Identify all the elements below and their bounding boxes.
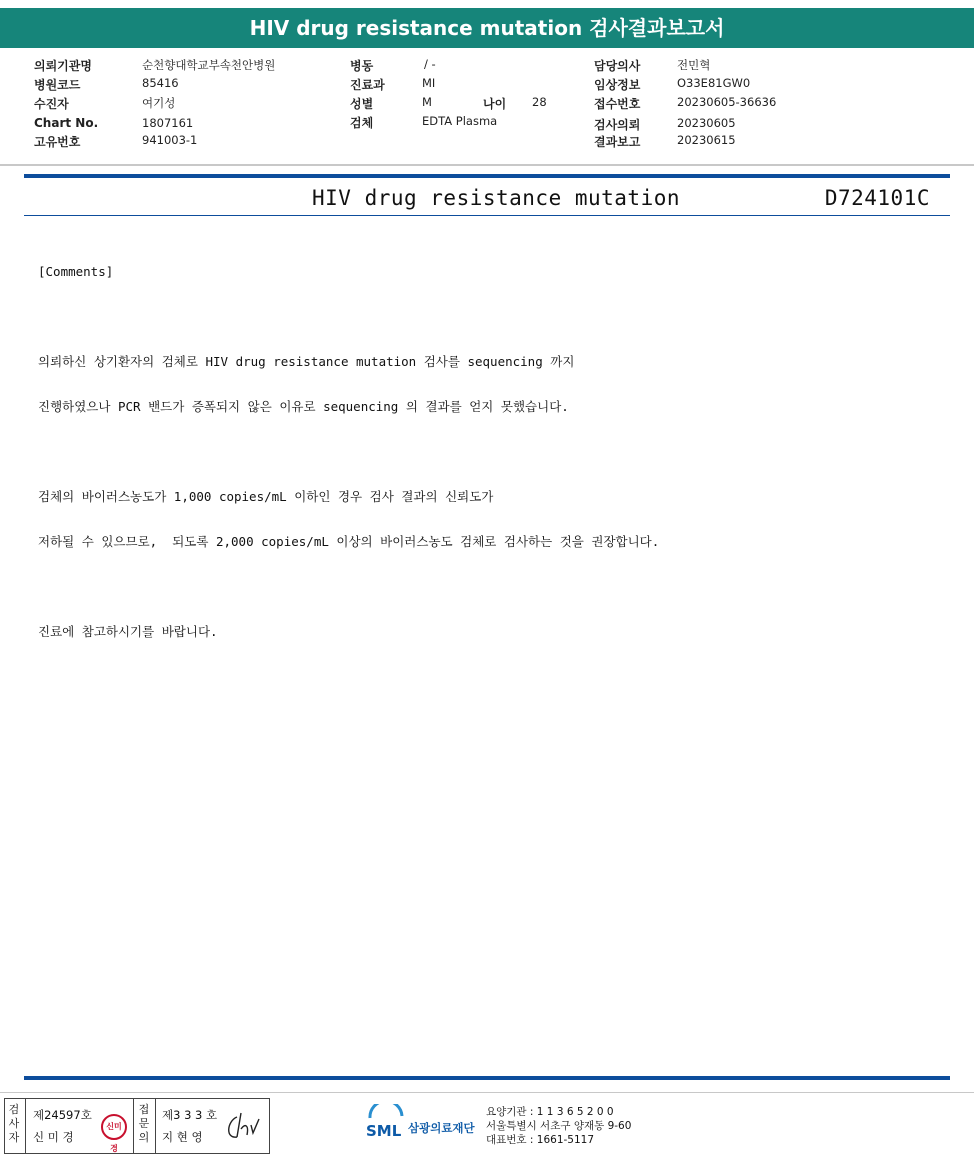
sml-logo (364, 1104, 484, 1146)
info-label-chart-no: Chart No. (34, 116, 99, 130)
info-label-report-date: 결과보고 (594, 135, 641, 149)
comment-line: 진료에 참고하시기를 바랍니다. (38, 624, 218, 639)
comments-section (38, 234, 938, 654)
info-value-specimen: EDTA Plasma (422, 114, 498, 128)
info-label-receipt-no: 접수번호 (594, 97, 641, 111)
examiner-seal-icon: 신미경 (101, 1114, 127, 1140)
title-underline (24, 215, 950, 216)
info-value-ward: / - (424, 57, 436, 71)
info-label-unique-no: 고유번호 (34, 135, 81, 149)
info-label-clinical-info: 임상정보 (594, 78, 641, 92)
institution-code: 요양기관 : 1 1 3 6 5 2 0 0 (486, 1106, 614, 1118)
examiner-name: 신 미 경 (33, 1130, 74, 1144)
sml-logo-name: 삼광의료재단 (408, 1121, 475, 1135)
header-divider (0, 164, 974, 166)
info-label-department: 진료과 (350, 78, 385, 92)
lab-contact-info (486, 1105, 631, 1147)
patient-info-section (0, 52, 974, 164)
confirmer-name: 지 현 영 (162, 1130, 203, 1144)
info-value-institution: 순천향대학교부속천안병원 (142, 58, 276, 72)
info-value-sex: M (422, 95, 432, 109)
info-label-physician: 담당의사 (594, 59, 641, 73)
info-value-receipt-no: 20230605-36636 (677, 95, 777, 109)
report-test-name: HIV drug resistance mutation (312, 186, 681, 210)
info-value-clinical-info: O33E81GW0 (677, 76, 751, 90)
report-test-code: D724101C (824, 186, 930, 210)
info-label-institution: 의뢰기관명 (34, 59, 92, 73)
comment-line: 검체의 바이러스농도가 1,000 copies/mL 이하인 경우 검사 결과의 신뢰도가 (38, 489, 494, 504)
info-label-sex: 성별 (350, 97, 374, 111)
report-title-row (24, 186, 950, 214)
examiner-role-label: 검 사 자 (8, 1103, 20, 1144)
info-label-ward: 병동 (350, 59, 374, 73)
info-value-physician: 전민혁 (677, 58, 711, 72)
bottom-blue-rule (24, 1076, 950, 1080)
info-label-request-date: 검사의뢰 (594, 118, 641, 132)
report-header-title: HIV drug resistance mutation 검사결과보고서 (0, 8, 974, 48)
info-label-hospital-code: 병원코드 (34, 78, 81, 92)
info-label-age: 나이 (483, 97, 507, 111)
examiner-license-no: 제24597호 (33, 1108, 92, 1122)
info-value-request-date: 20230605 (677, 116, 736, 130)
comments-heading: [Comments] (38, 264, 114, 279)
info-value-patient: 여기성 (142, 96, 176, 110)
sml-logo-icon (364, 1104, 408, 1146)
info-label-patient: 수진자 (34, 97, 69, 111)
info-value-unique-no: 941003-1 (142, 133, 198, 147)
info-value-department: MI (422, 76, 436, 90)
info-value-age: 28 (532, 95, 547, 109)
footer-divider (0, 1092, 974, 1093)
confirmer-license-no: 제3 3 3 호 (162, 1108, 218, 1122)
info-value-hospital-code: 85416 (142, 76, 179, 90)
comment-line: 진행하였으나 PCR 밴드가 증폭되지 않은 이유로 sequencing 의 결과를 얻지 못했습니다. (38, 399, 569, 414)
signature-icon (223, 1109, 263, 1143)
comment-line: 의뢰하신 상기환자의 검체로 HIV drug resistance mutation 검사를 sequencing 까지 (38, 354, 575, 369)
top-blue-rule (24, 174, 950, 178)
info-value-report-date: 20230615 (677, 133, 736, 147)
lab-phone: 대표번호 : 1661-5117 (486, 1134, 595, 1146)
comment-line: 저하될 수 있으므로, 되도록 2,000 copies/mL 이상의 바이러스농도 검체로 검사하는 것을 권장합니다. (38, 534, 660, 549)
info-value-chart-no: 1807161 (142, 116, 194, 130)
signature-box (4, 1098, 270, 1154)
confirmer-role-label: 접 문 의 (138, 1103, 150, 1144)
info-label-specimen: 검체 (350, 116, 374, 130)
lab-address: 서울특별시 서초구 양재동 9-60 (486, 1120, 632, 1132)
svg-text:SML: SML (366, 1122, 402, 1140)
